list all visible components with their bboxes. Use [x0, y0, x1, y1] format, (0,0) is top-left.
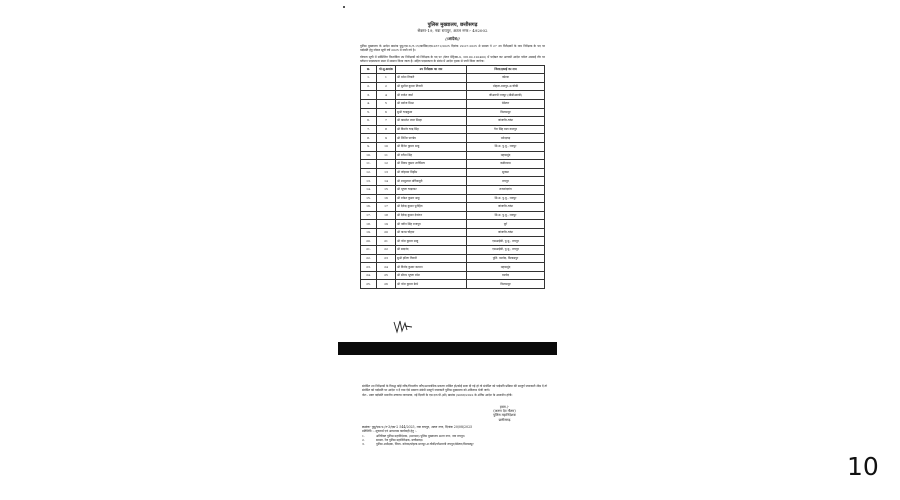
cell-merit-no: 1 — [377, 74, 396, 83]
cell-name: श्री सौरभ भूषण रमेश — [396, 271, 467, 280]
order-heading: //आदेश// — [445, 36, 460, 41]
cell-unit: मोहला-मानपुर-अ.चौकी — [467, 82, 545, 91]
cell-serial: 16. — [361, 203, 377, 212]
cell-name: श्री विनोद कुमार कलशा — [396, 263, 467, 272]
cell-merit-no: 6 — [377, 108, 396, 117]
cell-name: सुश्री हरिता तिवारी — [396, 254, 467, 263]
table-row — [361, 82, 545, 91]
table-row — [361, 125, 545, 134]
cell-unit: महासमुंद — [467, 151, 545, 160]
table-body — [361, 74, 545, 289]
cell-serial: 13. — [361, 177, 377, 186]
table-row — [361, 91, 545, 100]
cell-merit-no: 21 — [377, 237, 396, 246]
table-row — [361, 177, 545, 186]
order-page-2 — [362, 384, 547, 447]
copy-to-heading: प्रतिलिपि :- सूचनार्थ एवं आवश्यक कार्यवाही हेतु :- — [362, 429, 417, 434]
table-row — [361, 151, 545, 160]
cell-name: श्री शम्भुलाल मणिकपुरी — [396, 177, 467, 186]
cell-name: श्री जोहरमा मिर्होस — [396, 168, 467, 177]
page-number: 10 — [847, 452, 879, 481]
cell-serial: 22. — [361, 254, 377, 263]
scan-mark — [343, 6, 345, 8]
cell-serial: 8. — [361, 134, 377, 143]
cell-name: श्री पारस चौहान — [396, 228, 467, 237]
cell-unit: राजनांदगांव — [467, 185, 545, 194]
intro-paragraph-1: पुलिस मुख्यालय के आदेश क्रमांक पुमु/एस.प./न-15/कार्मिक/एस-2671/2025 दिनांक 29.07.2025 से समस्त पे 27 उप निरीक्षकों के नाम निरीक्षक के पद पर पदोन्नति हेतु जोनल सूची वर्ष 2025 में जारी गये है। — [360, 44, 545, 53]
cell-name: श्री देवेन्द्र कुमार पुरोहित — [396, 203, 467, 212]
list-item: 3. पुलिस अधीक्षक, जिला- कोरबा/मोहला-मानपुर-अ.चौकी/जीआरपी रायपुर/बेमेतरा/बिलासपुर — [362, 442, 474, 447]
cell-unit: सि.स. पु.मु., रायपुर — [467, 194, 545, 203]
cell-unit: मनेन्द्रगढ़ — [467, 134, 545, 143]
table-row — [361, 117, 545, 126]
cell-name: श्री नवीन सिंह राजपूत — [396, 220, 467, 229]
cell-serial: 17. — [361, 211, 377, 220]
cell-serial: 2. — [361, 82, 377, 91]
cell-name: श्री सुशील कुमार तिवारी — [396, 82, 467, 91]
header-name: उप निरीक्षक का नाम — [396, 66, 467, 74]
cell-name: श्री कमलेश लाल सिन्हा — [396, 117, 467, 126]
header-merit-no: यो.सू.क्रमांक — [377, 66, 396, 74]
cell-merit-no: 18 — [377, 211, 396, 220]
cell-merit-no: 13 — [377, 168, 396, 177]
cell-unit: कोरबा — [467, 74, 545, 83]
table-row — [361, 228, 545, 237]
table-row — [361, 194, 545, 203]
cell-merit-no: 25 — [377, 271, 396, 280]
signatory-name: (अरुण देव गौतम) — [493, 409, 516, 414]
cell-unit: जांजगीर-चांपा — [467, 203, 545, 212]
signatory-state: छत्तीसगढ़ — [498, 417, 511, 422]
table-row — [361, 142, 545, 151]
order-page — [360, 22, 545, 289]
table-row — [361, 168, 545, 177]
signature-image — [393, 318, 413, 334]
cell-serial: 25. — [361, 280, 377, 289]
table-row — [361, 271, 545, 280]
memo-line: क्रमांक- पुमु/एस.प./न-3/एस-2 544/2025, नवा रायपुर, अटल नगर, दिनांक 20/08/2025 — [362, 425, 473, 430]
cell-unit: बिलासपुर — [467, 108, 545, 117]
cell-name: श्री भूषण चन्द्राकर — [396, 185, 467, 194]
cell-unit: सि.स. पु.मु., रायपुर — [467, 211, 545, 220]
table-row — [361, 254, 545, 263]
cell-unit: पुलि. बालोद, बिलासपुर — [467, 254, 545, 263]
promotion-table — [360, 65, 545, 289]
cell-merit-no: 4 — [377, 91, 396, 100]
cell-unit: बालोद — [467, 271, 545, 280]
cell-name: श्री राकेश कुमार साहू — [396, 194, 467, 203]
signatory-designation: पुलिस महानिदेशक — [493, 413, 516, 418]
cell-unit: जांजगीर-चांपा — [467, 228, 545, 237]
cell-serial: 4. — [361, 99, 377, 108]
cell-merit-no: 24 — [377, 263, 396, 272]
cell-unit: कबीरधाम — [467, 160, 545, 169]
cell-merit-no: 11 — [377, 151, 396, 160]
cell-unit: सि.स. पु.मु., रायपुर — [467, 142, 545, 151]
conditions-paragraph: संबंधित उप निरीक्षकों के विरुद्ध कोई जाँच/विभागीय जाँच/आपराधिक प्रकरण लम्बित हो/कोई सजा दी गई हो तो संबंधित को पदोन्नति प्रक्रिया की सम्पूर्ण जानकारी शीघ्र दें तो संबंधित को पदोन्नति पर आदेश न दें तथा ऐसे प्रकरण संबंधी सम्पूर्ण जानकारी पुलिस मुख्यालय को अविलम्ब भेजी जावे। — [362, 384, 547, 393]
cell-unit: बिलासपुर — [467, 280, 545, 289]
table-row — [361, 211, 545, 220]
cell-name: श्री दिनेश कुमार साहू — [396, 142, 467, 151]
cell-name: श्री मनोज मिश्रा — [396, 99, 467, 108]
cell-serial: 10. — [361, 151, 377, 160]
cell-serial: 21. — [361, 246, 377, 255]
cell-merit-no: 2 — [377, 82, 396, 91]
cell-merit-no: 26 — [377, 280, 396, 289]
cell-merit-no: 20 — [377, 228, 396, 237]
header-unit: जिला/इकाई का नाम — [467, 66, 545, 74]
cell-merit-no: 19 — [377, 220, 396, 229]
cell-serial: 24. — [361, 271, 377, 280]
cell-unit: महासमुंद — [467, 263, 545, 272]
cell-name: श्री किशोर चन्द्र सिंह — [396, 125, 467, 134]
cell-unit: सुकमा — [467, 168, 545, 177]
cell-serial: 15. — [361, 194, 377, 203]
cell-merit-no: 12 — [377, 160, 396, 169]
cell-serial: 19. — [361, 228, 377, 237]
table-header-row — [361, 66, 545, 74]
cell-serial: 5. — [361, 108, 377, 117]
table-row — [361, 220, 545, 229]
header-serial: क्र. — [361, 66, 377, 74]
cell-merit-no: 5 — [377, 99, 396, 108]
table-row — [361, 74, 545, 83]
cell-name: श्री शिवम कुमार शाण्डिल्य — [396, 160, 467, 169]
cell-name: श्री नरेश कुमार साहू — [396, 237, 467, 246]
cell-unit: बेमेतरा — [467, 99, 545, 108]
cell-merit-no: 8 — [377, 125, 396, 134]
cell-serial: 23. — [361, 263, 377, 272]
table-row — [361, 237, 545, 246]
cell-serial: 12. — [361, 168, 377, 177]
signed-mark: हस्ता./- — [499, 404, 510, 409]
table-row — [361, 246, 545, 255]
table-row — [361, 185, 545, 194]
redaction-bar — [338, 342, 557, 355]
table-row — [361, 108, 545, 117]
cell-serial: 7. — [361, 125, 377, 134]
cell-serial: 14. — [361, 185, 377, 194]
copy-to-list — [362, 429, 547, 446]
cell-unit: दुर्ग — [467, 220, 545, 229]
cell-serial: 9. — [361, 142, 377, 151]
table-row — [361, 203, 545, 212]
note-paragraph: नोट:- उक्त पदोन्नति माननीय उच्चतम न्यायालय, नई दिल्ली के एस.एल.पी.(सी) क्रमांक (9068/2022 के अंतिम आदेश के अध्यधीन होगी। — [362, 392, 513, 397]
cell-serial: 20. — [361, 237, 377, 246]
cell-name: श्री सदानंद — [396, 246, 467, 255]
table-row — [361, 99, 545, 108]
intro-paragraph-2: योग्यता सूची में सम्मिलित निम्नांकित उप निरीक्षकों को निरीक्षक के पद पर (वेतन मैट्रिक्स-9, 38100-120400) में पदोन्नत कर आगामी आदेश पर्यन्त अस्थाई तौर पर वर्तमान पदस्थापना स्थल में सम्मान किया जाता है। सहित पदस्थापना के संबंध में आदेश पृथक से जारी किया जावेगा। — [360, 54, 545, 63]
cell-unit: एसआईबी, पु.मु., रायपुर — [467, 246, 545, 255]
office-title: पुलिस मुख्यालय, छत्तीसगढ़ — [427, 22, 478, 28]
cell-serial: 3. — [361, 91, 377, 100]
list-item: 1. अतिरिक्त पुलिस महानिदेशक, (प्रशासन) पुलिस मुख्यालय अटल नगर, नवा रायपुर। — [362, 433, 465, 438]
cell-unit: जांजगीर-चांपा — [467, 117, 545, 126]
table-row — [361, 280, 545, 289]
cell-name: सुश्री चन्द्रकुमा — [396, 108, 467, 117]
cell-merit-no: 23 — [377, 254, 396, 263]
table-row — [361, 160, 545, 169]
cell-merit-no: 9 — [377, 134, 396, 143]
cell-serial: 1. — [361, 74, 377, 83]
cell-unit: रायपुर — [467, 177, 545, 186]
cell-name: श्री देवेन्द्र कुमार देवांगन — [396, 211, 467, 220]
table-row — [361, 134, 545, 143]
cell-name: श्री नरेश कुमार डेम्पे — [396, 280, 467, 289]
cell-name: श्री शिशिर पाण्डेय — [396, 134, 467, 143]
cell-serial: 11. — [361, 160, 377, 169]
cell-merit-no: 15 — [377, 185, 396, 194]
cell-merit-no: 10 — [377, 142, 396, 151]
table-row — [361, 263, 545, 272]
cell-merit-no: 17 — [377, 203, 396, 212]
cell-unit: गैरा सिंह बाल वालपुर — [467, 125, 545, 134]
cell-name: श्री रतीश सिंह — [396, 151, 467, 160]
signature-block — [462, 405, 547, 422]
cell-name: श्री धनेश तिवारी — [396, 74, 467, 83]
cell-serial: 6. — [361, 117, 377, 126]
cell-merit-no: 14 — [377, 177, 396, 186]
cell-serial: 18. — [361, 220, 377, 229]
office-address: सेक्टर-19, नवा रायपुर, अटल नगर:- 492002 — [417, 28, 488, 33]
cell-unit: एसआईबी, पु.मु., रायपुर — [467, 237, 545, 246]
list-item: 2. समस्त, रेंज पुलिस महानिरीक्षक, छत्तीसगढ़। — [362, 438, 423, 443]
cell-merit-no: 22 — [377, 246, 396, 255]
cell-merit-no: 16 — [377, 194, 396, 203]
cell-unit: जीआरपी रायपुर (सीसीआरबी) — [467, 91, 545, 100]
cell-name: श्री राजेश जर्मा — [396, 91, 467, 100]
cell-merit-no: 7 — [377, 117, 396, 126]
